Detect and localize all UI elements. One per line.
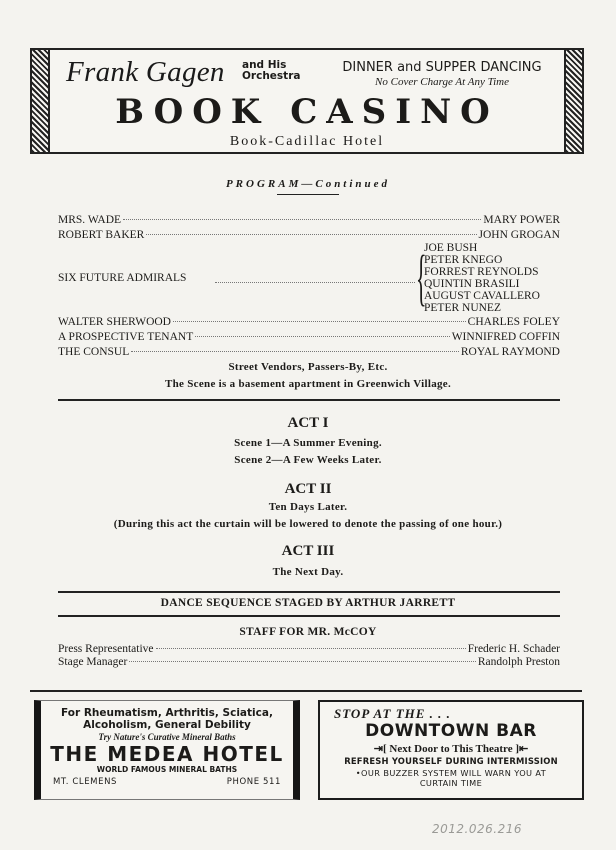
act-line: The Next Day. (272, 566, 344, 578)
actor-name: PETER KNEGO (424, 253, 503, 266)
ad-footer (41, 774, 293, 787)
ad-line: CURTAIN TIME (419, 778, 483, 788)
actor-name: ROYAL RAYMOND (460, 346, 560, 358)
leader-dots (173, 321, 466, 322)
ad-hotel-name: THE MEDEA HOTEL (50, 742, 284, 766)
dinner-text: DINNER and SUPPER DANCING (342, 60, 542, 75)
leader-dots (156, 648, 466, 649)
cast-list (58, 213, 560, 360)
staff-role: Stage Manager (58, 656, 128, 668)
act-title: ACT II (284, 481, 332, 497)
actor-name: FORREST REYNOLDS (424, 265, 539, 278)
actor-name: CHARLES FOLEY (467, 316, 560, 328)
leader-dots (131, 351, 459, 352)
ad-ailments (41, 707, 293, 731)
leader-dots (215, 282, 415, 283)
ad-tagline: Try Nature's Curative Mineral Baths (98, 732, 236, 742)
ad-buzzer (320, 768, 582, 788)
cast-row (58, 345, 560, 360)
cast-row (58, 330, 560, 345)
extras-line: Street Vendors, Passers-By, Etc. (228, 361, 388, 373)
hotel-name: Book-Cadillac Hotel (229, 134, 385, 149)
act-line: Ten Days Later. (268, 501, 348, 513)
and-his-text: and His (242, 59, 287, 71)
ad-line: •OUR BUZZER SYSTEM WILL WARN YOU AT (355, 768, 547, 778)
actor-name: PETER NUNEZ (424, 301, 501, 314)
cast-row (58, 228, 560, 243)
downtown-bar-ad (318, 700, 584, 800)
staff-row (58, 643, 560, 656)
bandleader-name: Frank Gagen (66, 56, 225, 88)
dance-credit: DANCE SEQUENCE STAGED BY ARTHUR JARRETT (160, 597, 456, 609)
role-name: ROBERT BAKER (58, 229, 145, 241)
staff-heading: STAFF FOR MR. McCOY (239, 626, 377, 638)
actor-name: MARY POWER (483, 214, 560, 226)
staff-role: Press Representative (58, 643, 154, 655)
leader-dots (123, 219, 481, 220)
brace-symbol: { (416, 244, 427, 312)
ad-line: For Rheumatism, Arthritis, Sciatica, (61, 707, 273, 719)
staff-name: Frederic H. Schader (467, 643, 560, 655)
ad-refresh: REFRESH YOURSELF DURING INTERMISSION (344, 756, 558, 766)
role-name: A PROSPECTIVE TENANT (58, 331, 194, 343)
heading-underline (277, 194, 339, 195)
ad-line: Alcoholism, General Debility (83, 719, 251, 731)
program-heading: PROGRAM—Continued (225, 178, 391, 190)
ad-city: MT. CLEMENS (53, 777, 118, 787)
act-line: Scene 1—A Summer Evening. (234, 437, 382, 449)
actor-name: QUINTIN BRASILI (424, 277, 520, 290)
ad-subtitle: WORLD FAMOUS MINERAL BATHS (96, 765, 238, 774)
leader-dots (195, 336, 449, 337)
actor-name: JOE BUSH (424, 242, 478, 254)
leader-dots (129, 661, 476, 662)
leader-dots (146, 234, 476, 235)
ad-phone: PHONE 511 (226, 777, 281, 787)
divider (58, 615, 560, 617)
orchestra-text: Orchestra (242, 70, 301, 82)
venue-title: BOOK CASINO (115, 92, 499, 132)
ad-stop-text: STOP AT THE . . . (334, 706, 451, 721)
act-line: (During this act the curtain will be lowered to denote the passing of one hour.) (113, 518, 503, 530)
catalog-number: 2012.026.216 (432, 822, 522, 836)
staff-name: Randolph Preston (477, 656, 560, 668)
medea-hotel-ad (34, 700, 300, 800)
decorative-border-left (32, 50, 50, 152)
cast-row (58, 213, 560, 228)
act-title: ACT I (287, 415, 329, 431)
dinner-dancing (332, 60, 552, 90)
no-cover-text: No Cover Charge At Any Time (375, 76, 509, 88)
divider (30, 690, 582, 692)
role-name: SIX FUTURE ADMIRALS (58, 272, 187, 284)
staff-list (58, 643, 560, 669)
orchestra-label (242, 60, 300, 82)
actor-name: AUGUST CAVALLERO (424, 289, 540, 302)
decorative-border-right (564, 50, 582, 152)
role-name: MRS. WADE (58, 214, 122, 226)
scene-setting: The Scene is a basement apartment in Greenwich Village. (164, 378, 452, 390)
actor-name: WINNIFRED COFFIN (451, 331, 560, 343)
role-name: WALTER SHERWOOD (58, 316, 171, 328)
book-casino-banner (30, 48, 584, 154)
admirals-group (58, 243, 560, 315)
role-name: THE CONSUL (58, 346, 130, 358)
ad-next-door: ⇥[ Next Door to This Theatre ]⇤ (373, 743, 529, 755)
act-line: Scene 2—A Few Weeks Later. (234, 454, 382, 466)
ad-bar-name: DOWNTOWN BAR (365, 721, 537, 741)
cast-row (58, 315, 560, 330)
divider (58, 399, 560, 401)
actor-name: JOHN GROGAN (478, 229, 560, 241)
act-title: ACT III (281, 543, 335, 559)
staff-row (58, 656, 560, 669)
divider (58, 591, 560, 593)
admirals-actors (424, 243, 540, 314)
